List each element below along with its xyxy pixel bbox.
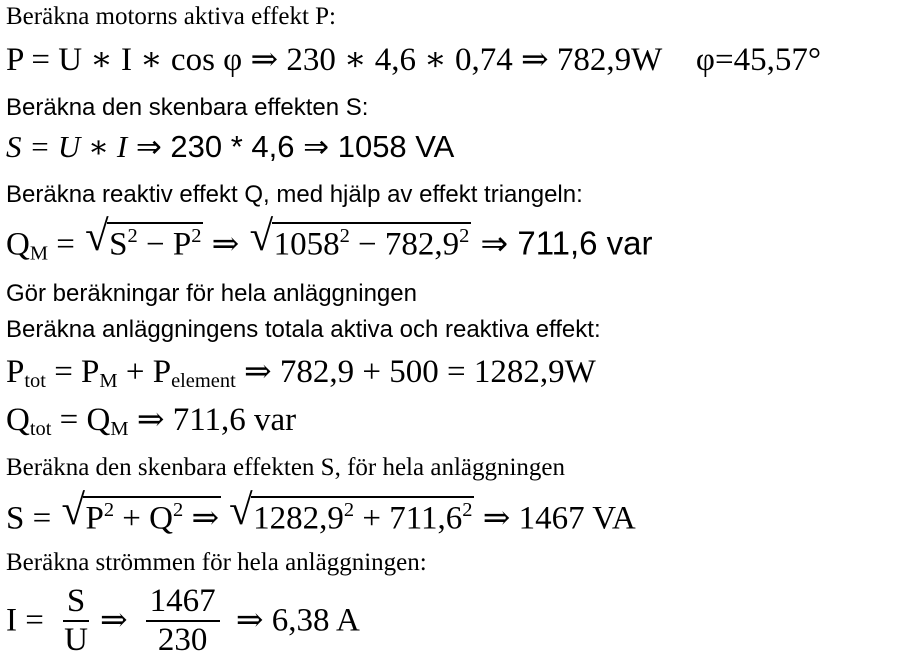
eq-result: ⇒ 6,38 A bbox=[227, 602, 360, 639]
eq-p-sub: tot bbox=[24, 370, 46, 393]
label-total-apparent-power: Beräkna den skenbara effekten S, för hela anläggningen bbox=[6, 454, 566, 481]
eq-rest: ⇒ 711,6 var bbox=[128, 402, 297, 438]
eq-result: ⇒ 1467 VA bbox=[474, 500, 636, 537]
rad-exp: 2 bbox=[173, 499, 184, 521]
equation-active-power bbox=[6, 44, 821, 77]
radical-sign-icon: √ bbox=[85, 213, 109, 260]
sqrt-s2-p2 bbox=[85, 213, 203, 263]
eq-s: S = bbox=[6, 500, 60, 537]
rad-term: + Q bbox=[114, 500, 173, 537]
equation-total-reactive-power bbox=[6, 404, 296, 440]
sqrt-values bbox=[249, 213, 472, 263]
rad-arrow: ⇒ bbox=[183, 500, 220, 537]
label-reactive-power: Beräkna reaktiv effekt Q, med hjälp av effekt triangeln: bbox=[6, 181, 583, 208]
equation-reactive-power bbox=[6, 213, 653, 265]
label-apparent-power: Beräkna den skenbara effekten S: bbox=[6, 94, 369, 121]
radical-sign-icon: √ bbox=[61, 487, 86, 534]
eq-arrow: ⇒ bbox=[99, 602, 128, 639]
eq-pm: = P bbox=[45, 354, 100, 390]
rad-exp: 2 bbox=[127, 225, 138, 247]
rad-exp: 2 bbox=[103, 499, 115, 521]
eq-rest: ⇒ 782,9 + 500 = 1282,9W bbox=[235, 354, 596, 390]
rad-term: P bbox=[85, 500, 104, 537]
sqrt-p2-q2 bbox=[61, 487, 221, 537]
label-current: Beräkna strömmen för hela anläggningen: bbox=[6, 549, 427, 576]
label-whole-installation: Gör beräkningar för hela anläggningen bbox=[6, 280, 417, 307]
rad-exp: 2 bbox=[339, 225, 350, 247]
sqrt-values bbox=[229, 487, 474, 537]
fraction-denominator: U bbox=[64, 622, 88, 658]
eq-p: P bbox=[6, 354, 25, 390]
eq-i: I = bbox=[6, 602, 53, 639]
equation-current bbox=[6, 585, 360, 657]
fraction-numerator: S bbox=[63, 585, 89, 622]
equation-total-active-power bbox=[6, 356, 596, 392]
eq-qm-sub: M bbox=[110, 418, 129, 441]
rad-exp: 2 bbox=[462, 499, 473, 521]
fraction-s-over-u bbox=[60, 585, 92, 657]
eq-equals: = bbox=[48, 226, 84, 263]
equation-apparent-power-left: S = U ∗ I bbox=[6, 129, 128, 164]
eq-pm-sub: M bbox=[99, 370, 118, 393]
rad-term: + 711,6 bbox=[354, 500, 463, 537]
eq-qm: = Q bbox=[51, 402, 111, 438]
eq-q: Q bbox=[6, 402, 30, 438]
fraction-denominator: 230 bbox=[157, 622, 208, 658]
rad-term: − 782,9 bbox=[349, 226, 460, 263]
rad-exp: 2 bbox=[343, 499, 355, 521]
fraction-numerator: 1467 bbox=[146, 585, 220, 622]
eq-q-sub: tot bbox=[29, 418, 52, 441]
equation-phi-angle: φ=45,57° bbox=[695, 42, 822, 78]
eq-result: ⇒ 711,6 var bbox=[471, 224, 653, 262]
eq-q-sub: M bbox=[29, 242, 49, 265]
fraction-values bbox=[146, 585, 220, 657]
equation-active-power-main: P = U ∗ I ∗ cos φ ⇒ 230 ∗ 4,6 ∗ 0,74 ⇒ 782,9W bbox=[6, 42, 662, 78]
rad-term: 1058 bbox=[273, 226, 340, 263]
label-total-powers: Beräkna anläggningens totala aktiva och reaktiva effekt: bbox=[6, 316, 601, 343]
equation-apparent-power-right: ⇒ 230 * 4,6 ⇒ 1058 VA bbox=[127, 129, 455, 164]
rad-term: S bbox=[109, 226, 128, 263]
rad-term: − P bbox=[137, 226, 192, 263]
equation-total-apparent-power bbox=[6, 487, 636, 537]
eq-arrow: ⇒ bbox=[203, 226, 248, 263]
rad-exp: 2 bbox=[191, 225, 202, 247]
rad-term: 1282,9 bbox=[253, 500, 344, 537]
eq-pe-sub: element bbox=[171, 370, 236, 393]
equation-apparent-power bbox=[6, 131, 454, 162]
rad-exp: 2 bbox=[459, 225, 470, 247]
label-motor-active-power: Beräkna motorns aktiva effekt P: bbox=[6, 3, 337, 30]
eq-pe: + P bbox=[117, 354, 172, 390]
eq-q: Q bbox=[6, 226, 30, 263]
radical-sign-icon: √ bbox=[229, 487, 253, 534]
radical-sign-icon: √ bbox=[249, 213, 274, 260]
